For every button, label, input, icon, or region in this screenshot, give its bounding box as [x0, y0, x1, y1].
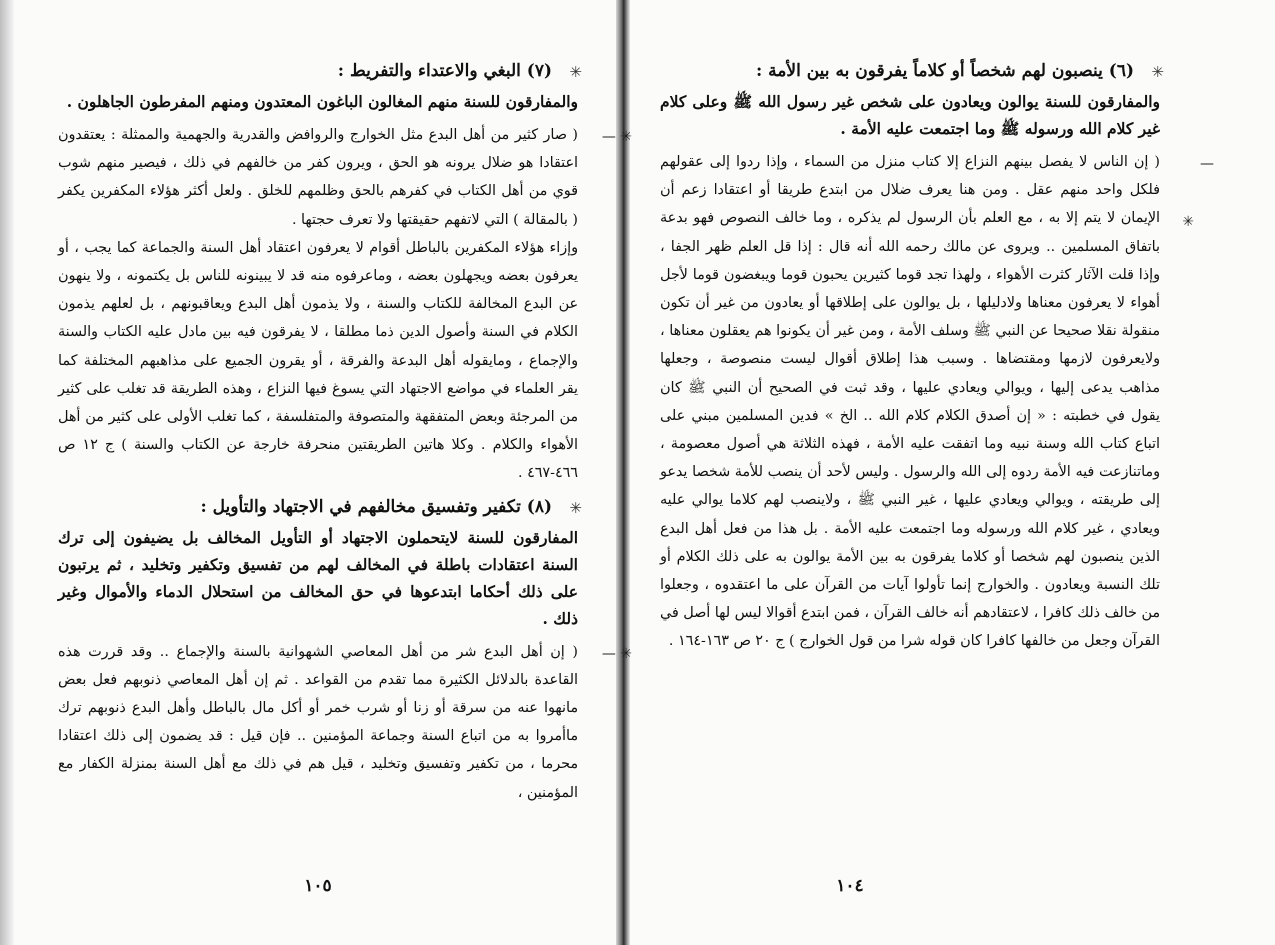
page-edge-shadow — [0, 0, 14, 945]
section-6 — [660, 58, 1214, 656]
quote-paragraph — [660, 148, 1214, 656]
paragraph-text: ( إن أهل البدع شر من أهل المعاصي الشهوانية بالسنة والإجماع .. وقد قررت هذه القاعدة بالدلائل الكثيرة مما تقدم من القواعد . ثم إن أهل المعاصي ذنوبهم فعل بعض مانهوا عنه من سرقة أو زنا أو شرب خمر أو أكل مال بالباطل وأهل البدع ذنوبهم ترك ماأمروا به من اتباع السنة وجماعة المؤمنين .. فإن قيل : قد يضمون إلى ذلك اعتقادا محرما ، من تكفير وتفسيق وتخليد ، قيل هم في ذلك مع أهل السنة بمنزلة الكفار مع المؤمنين ، — [58, 643, 578, 801]
heading-text: (٨) تكفير وتفسيق مخالفهم في الاجتهاد والتأويل : — [200, 496, 552, 517]
section-summary: والمفارقون للسنة منهم المغالون الباغون المعتدون ومنهم المفرطون الجاهلون . — [66, 92, 578, 111]
star-icon: ✳ — [569, 63, 582, 81]
section-heading — [660, 58, 1164, 84]
paragraph-text: ( إن الناس لا يفصل بينهم النزاع إلا كتاب منزل من السماء ، وإذا ردوا إلى عقولهم فلكل واحد منهم عقل . ومن هنا يعرف ضلال من ابتدع طريقا أو اعتقادا زعم أن الإيمان لا يتم إلا به ، مع العلم بأن الرسول لم يذكره ، وما خالف النصوص فهو بدعة باتفاق المسلمين .. ويروى عن مالك رحمه الله أنه قال : إذا قل العلم ظهر الجفا ، وإذا قلت الآثار كثرت الأهواء ، ولهذا تجد قوما كثيرين يحبون قوما ويبغضون قوما لأجل أهواء لا يعرفون معناها ولادليلها ، بل يوالون على إطلاقها أو يعادون من غير أن تكون منقولة نقلا صحيحا عن النبي ﷺ وسلف الأمة ، ومن غير أن يكونوا هم يعقلون معناها ، ولايعرفون لازمها ومقتضاها . وسبب هذا إطلاق أقوال ليست منصوصة ، وجعلها مذاهب يدعى إليها ، ويوالي ويعادي عليها ، وقد ثبت في الصحيح أن النبي ﷺ كان يقول في خطبته : « إن أصدق الكلام كلام الله .. الخ » فدين المسلمين مبني على اتباع كتاب الله وسنة نبيه وما اتفقت عليه الأمة ، فهذه الثلاثة هي أصول معصومة ، وماتنازعت فيه الأمة ردوه إلى الله والرسول . وليس لأحد أن ينصب للأمة شخصا يدعو إلى طريقته ، ويوالي ويعادي عليها ، غير النبي ﷺ ، ولاينصب لهم كلاما يوالي عليه ويعادي ، غير كلام الله ورسوله وما اجتمعت عليه الأمة . بل هذا من فعل أهل البدع الذين ينصبون لهم شخصا أو كلاما يفرقون به بين الأمة يوالون به على ذلك الكلام أو تلك النسبة ويعادون . والخوارج إنما تأولوا آيات من القرآن على ما اعتقدوه ، وجعلوا من خالف ذلك كافرا ، لاعتقادهم أنه خالف القرآن ، فمن ابتدع أقوالا ليس لها أصل في القرآن وجعل من خالفها كافرا كان قوله شرا من قول الخوارج ) ج ٢٠ ص ١٦٣-١٦٤ . — [660, 154, 1160, 650]
right-page — [660, 56, 1214, 896]
star-icon: ✳ — [1182, 214, 1194, 230]
section-8 — [58, 494, 632, 807]
quote-paragraph: وإزاء هؤلاء المكفرين بالباطل أقوام لا يعرفون اعتقاد أهل السنة والجماعة كما يجب ، أو يعرفون بعضه ويجهلون بعضه ، وماعرفوه منه قد لا يبينونه للناس بل يكتمونه ، ولا ينهون عن البدع المخالفة للكتاب والسنة ، ولا يذمون أهل البدع ويعاقبونهم ، بل لعلهم يذمون الكلام في السنة وأصول الدين ذما مطلقا ، لا يفرقون فيه بين مادل عليه الكتاب والسنة والإجماع ، ومايقوله أهل البدعة والفرقة ، أو يقرون الجميع على مذاهبهم المختلفة كما يقر العلماء في مواضع الاجتهاد التي يسوغ فيها النزاع ، وهذه الطريقة قد تغلب على كثير من المرجئة وبعض المتفقهة والمتصوفة والمتفلسفة ، كما تغلب الأولى على كثير من أهل الأهواء والكلام . وكلا هاتين الطريقتين منحرفة خارجة عن الكتاب والسنة ) ج ١٢ ص ٤٦٦-٤٦٧ . — [58, 239, 578, 482]
dash-star-icon: — — [1200, 156, 1214, 172]
quote-paragraph — [58, 121, 632, 234]
page-number: ١٠٥ — [304, 876, 332, 896]
section-heading — [58, 58, 582, 84]
heading-text: (٦) ينصبون لهم شخصاً أو كلاماً يفرقون به بين الأمة : — [755, 61, 1134, 81]
quote-paragraph — [58, 638, 632, 807]
dash-star-icon: ✳ — — [601, 129, 632, 145]
paragraph-text: ( صار كثير من أهل البدع مثل الخوارج والروافض والقدرية والجهمية والممثلة : يعتقدون اعتقادا هو ضلال يرونه هو الحق ، ويرون كفر من خالفهم في ذلك ، فيصير منهم شوب قوي من أهل الكتاب في كفرهم بالحق وظلمهم للخلق . ولعل أكثر هؤلاء المكفرين يكفر ( بالمقالة ) التي لاتفهم حقيقتها ولا تعرف حجتها . — [58, 127, 578, 228]
section-summary: والمفارقون للسنة يوالون ويعادون على شخص غير رسول الله ﷺ وعلى كلام غير كلام الله ورسوله ﷺ وما اجتمعت عليه الأمة . — [660, 92, 1160, 138]
left-page — [58, 56, 632, 896]
heading-text: (٧) البغي والاعتداء والتفريط : — [337, 61, 552, 81]
page-number: ١٠٤ — [836, 876, 864, 896]
section-summary: المفارقون للسنة لايتحملون الاجتهاد أو التأويل المخالف بل يضيفون إلى ترك السنة اعتقادات باطلة في المخالف لهم من تفسيق وتكفير وتخليد ، ثم يرتبون على ذلك أحكاما ابتدعوها في حق المخالف من استحلال الدماء والأموال وغير ذلك . — [58, 527, 578, 628]
star-icon: ✳ — [569, 498, 582, 517]
section-7 — [58, 58, 632, 488]
star-icon: ✳ — [1151, 63, 1164, 81]
dash-star-icon: ✳ — — [601, 645, 632, 662]
section-heading — [58, 494, 582, 520]
